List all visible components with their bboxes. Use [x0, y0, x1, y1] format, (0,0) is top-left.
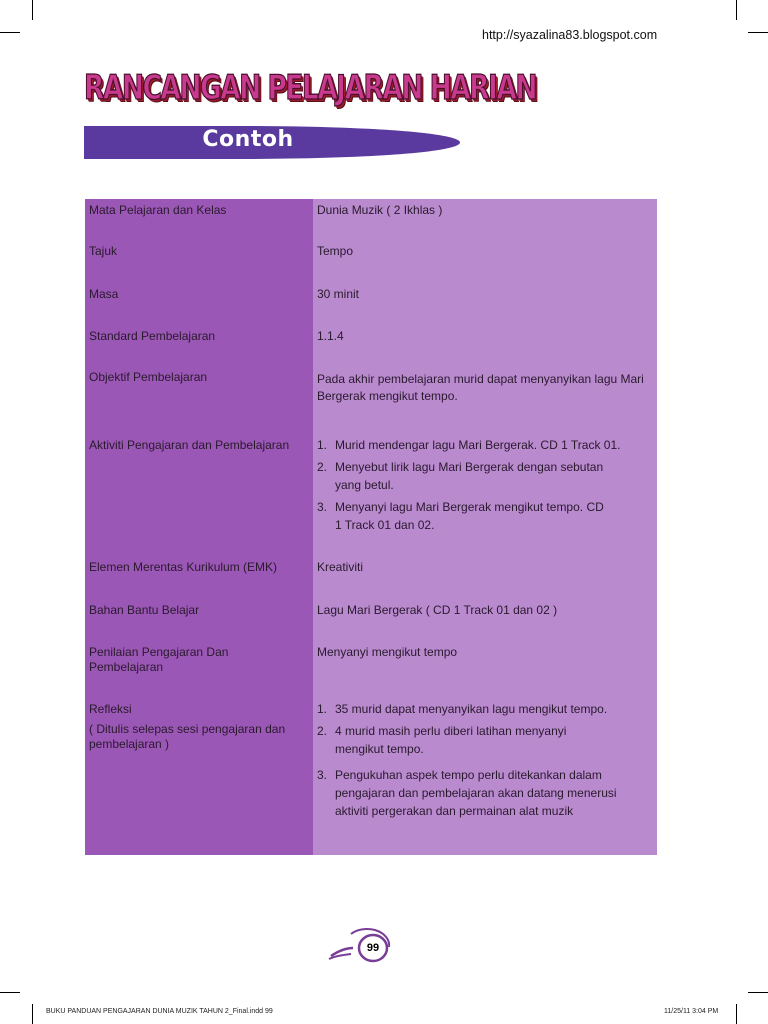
footer-filename: BUKU PANDUAN PENGAJARAN DUNIA MUZIK TAHUN 2_Final.indd 99: [46, 1008, 273, 1015]
row-label-aktiviti: Aktiviti Pengajaran dan Pembelajaran: [89, 438, 290, 452]
row-label-refleksi: Refleksi: [89, 702, 132, 716]
list-item: [317, 436, 653, 454]
crop-mark-top-left-v: [32, 0, 33, 20]
crop-mark-bottom-right-v: [736, 1004, 737, 1024]
row-value-objektif: Pada akhir pembelajaran murid dapat menyanyikan lagu Mari Bergerak mengikut tempo.: [317, 372, 644, 403]
row-value-penilaian: Menyanyi mengikut tempo: [317, 645, 458, 659]
list-text: 35 murid dapat menyanyikan lagu mengikut tempo.: [335, 702, 608, 716]
aktiviti-list: [317, 436, 653, 538]
crop-mark-top-right-v: [736, 0, 737, 20]
row-value-tajuk: Tempo: [317, 244, 354, 258]
row-value-bahan: Lagu Mari Bergerak ( CD 1 Track 01 dan 02 ): [317, 603, 558, 617]
lesson-plan-table: [85, 199, 657, 855]
list-item: [317, 498, 653, 534]
contoh-banner: [84, 124, 460, 161]
row-value-mata-pelajaran: Dunia Muzik ( 2 Ikhlas ): [317, 203, 443, 217]
page-title-block: [84, 68, 536, 128]
crop-mark-bottom-left-v: [32, 1004, 33, 1024]
refleksi-list: [317, 700, 653, 824]
list-text: Murid mendengar lagu Mari Bergerak. CD 1 Track 01.: [335, 438, 621, 452]
row-label-standard: Standard Pembelajaran: [89, 329, 216, 343]
list-text: Menyanyi lagu Mari Bergerak mengikut tempo. CD 1 Track 01 dan 02.: [335, 500, 604, 532]
page-title: RANCANGAN PELAJARAN HARIAN: [84, 68, 536, 108]
list-text: Menyebut lirik lagu Mari Bergerak dengan sebutan yang betul.: [335, 460, 604, 492]
row-label-tajuk: Tajuk: [89, 244, 118, 258]
row-label-bahan: Bahan Bantu Belajar: [89, 603, 200, 617]
list-number: 1.: [317, 702, 328, 716]
row-label-masa: Masa: [89, 287, 119, 301]
crop-mark-bottom-right-h: [748, 992, 768, 993]
list-item: [317, 766, 653, 820]
list-number: 3.: [317, 768, 328, 782]
blog-url: http://syazalina83.blogspot.com: [482, 28, 658, 42]
row-value-standard: 1.1.4: [317, 329, 344, 343]
row-value-masa: 30 minit: [317, 287, 360, 301]
crop-mark-bottom-left-h: [0, 992, 20, 993]
list-number: 1.: [317, 438, 328, 452]
row-label-penilaian: Penilaian Pengajaran Dan Pembelajaran: [89, 645, 229, 674]
page-number-badge: [327, 926, 393, 968]
list-text: 4 murid masih perlu diberi latihan menyanyi mengikut tempo.: [335, 724, 567, 756]
row-sublabel-refleksi: ( Ditulis selepas sesi pengajaran dan pembelajaran ): [89, 722, 286, 751]
footer-timestamp: 11/25/11 3:04 PM: [664, 1008, 719, 1015]
list-number: 3.: [317, 500, 328, 514]
row-label-emk: Elemen Merentas Kurikulum (EMK): [89, 560, 278, 574]
list-number: 2.: [317, 460, 328, 474]
list-item: [317, 700, 653, 718]
list-text: Pengukuhan aspek tempo perlu ditekankan dalam pengajaran dan pembelajaran akan datang menerusi aktiviti pergerakan dan permainan alat muzik: [335, 768, 617, 818]
list-number: 2.: [317, 724, 328, 738]
row-label-mata-pelajaran: Mata Pelajaran dan Kelas: [89, 203, 227, 217]
crop-mark-top-left-h: [0, 32, 20, 33]
banner-label: Contoh: [202, 127, 294, 152]
row-value-emk: Kreativiti: [317, 560, 364, 574]
list-item: [317, 458, 653, 494]
crop-mark-top-right-h: [748, 32, 768, 33]
page-number: 99: [366, 942, 380, 954]
list-item: [317, 722, 653, 758]
row-label-objektif: Objektif Pembelajaran: [89, 370, 208, 384]
